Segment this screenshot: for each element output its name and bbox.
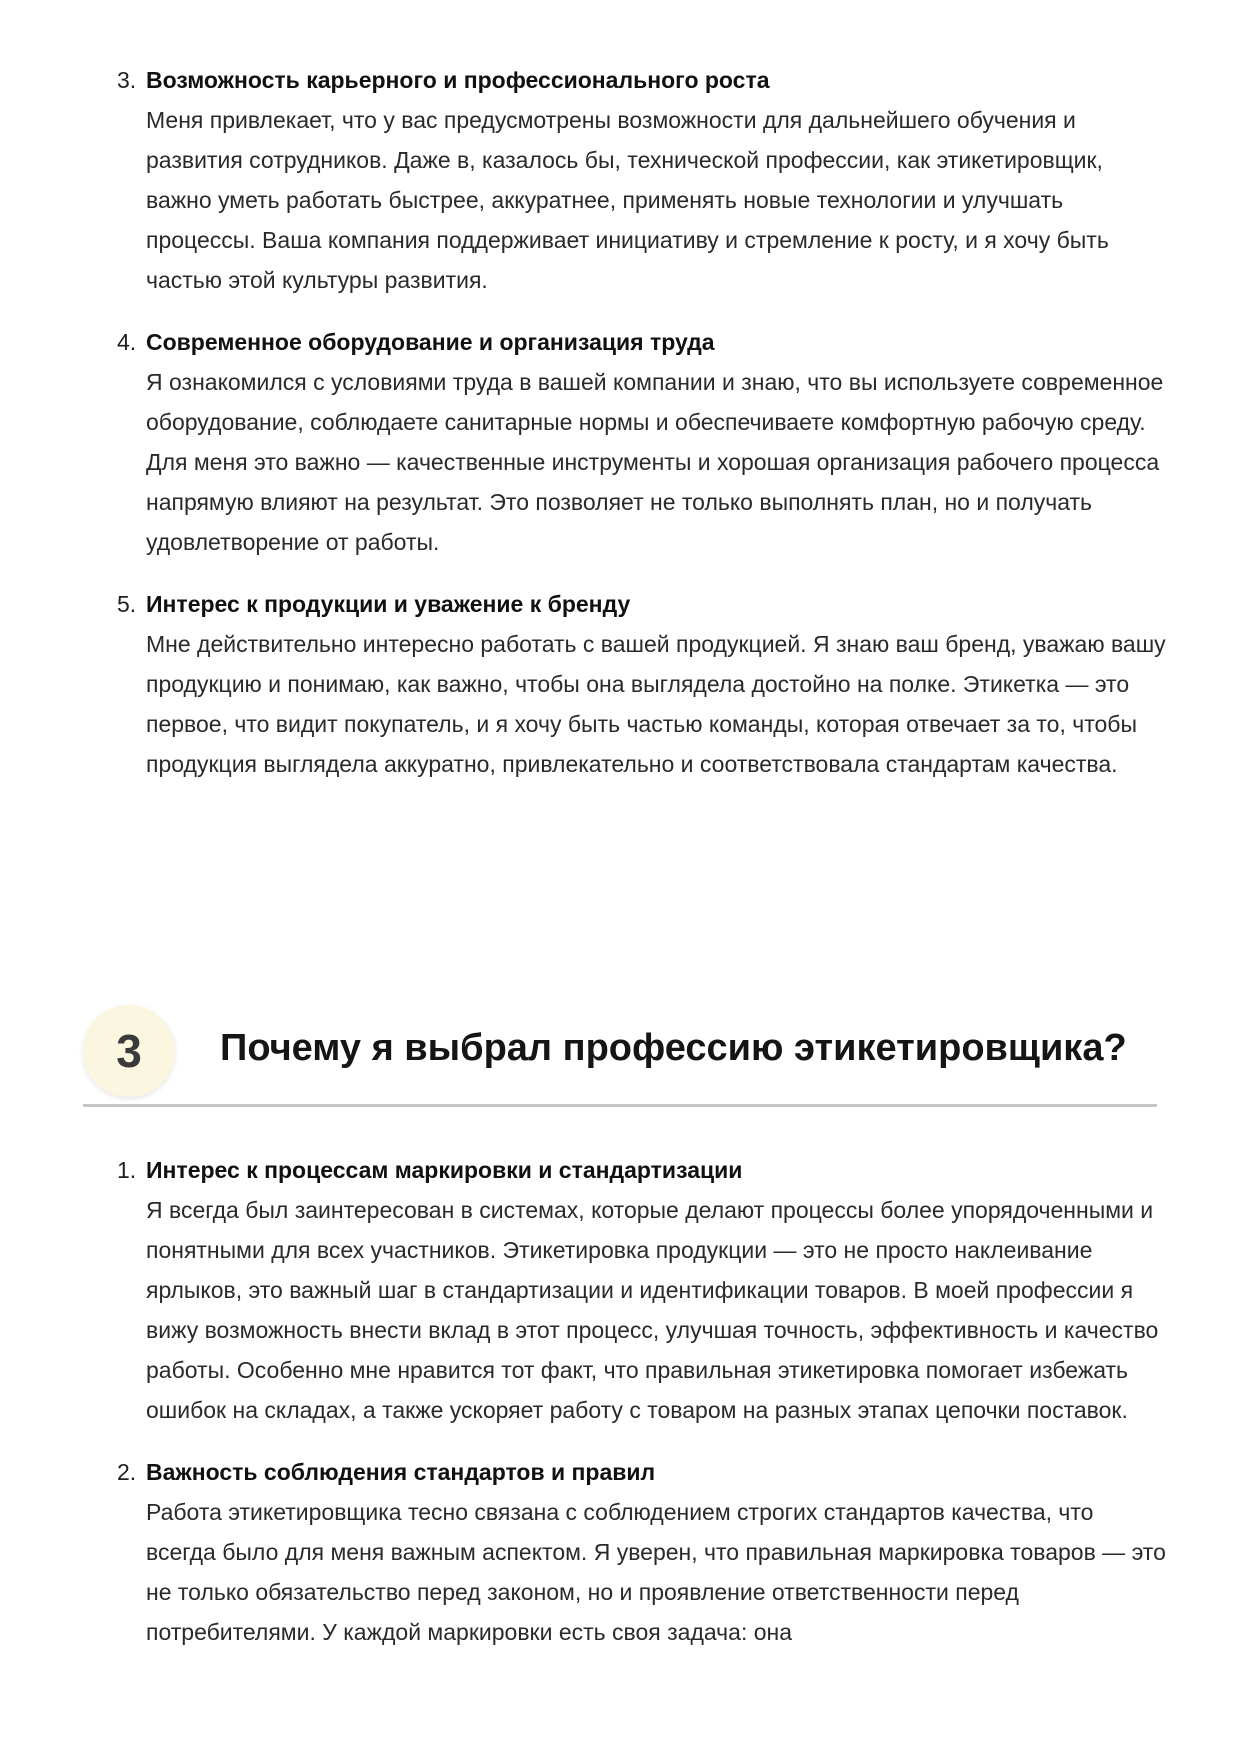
section-header (83, 1003, 1157, 1107)
list-item-title: Важность соблюдения стандартов и правил (146, 1459, 656, 1485)
list-item-body: Работа этикетировщика тесно связана с соблюдением строгих стандартов качества, что всегда было для меня важным аспектом. Я уверен, что правильная маркировка товаров — это не только обязательство перед законом, но и проявление ответственности перед потребителями. У каждой маркировки есть своя задача: она (146, 1499, 1166, 1645)
list-item-title: Современное оборудование и организация труда (146, 329, 715, 355)
list-item-title: Интерес к процессам маркировки и стандартизации (146, 1157, 743, 1183)
list-item-body: Меня привлекает, что у вас предусмотрены возможности для дальнейшего обучения и развития сотрудников. Даже в, казалось бы, технической профессии, как этикетировщик, важно уметь работать быстрее, аккуратнее, применять новые технологии и улучшать процессы. Ваша компания поддерживает инициативу и стремление к росту, и я хочу быть частью этой культуры развития. (146, 107, 1109, 293)
list-item-body: Мне действительно интересно работать с вашей продукцией. Я знаю ваш бренд, уважаю вашу продукцию и понимаю, как важно, чтобы она выглядела достойно на полке. Этикетка — это первое, что видит покупатель, и я хочу быть частью команды, которая отвечает за то, чтобы продукция выглядела аккуратно, привлекательно и соответствовала стандартам качества. (146, 631, 1166, 777)
list-item-title: Интерес к продукции и уважение к бренду (146, 591, 631, 617)
list-item-body: Я всегда был заинтересован в системах, которые делают процессы более упорядоченными и понятными для всех участников. Этикетировка продукции — это не просто наклеивание ярлыков, это важный шаг в стандартизации и идентификации товаров. В моей профессии я вижу возможность внести вклад в этот процесс, улучшая точность, эффективность и качество работы. Особенно мне нравится тот факт, что правильная этикетировка помогает избежать ошибок на складах, а также ускоряет работу с товаром на разных этапах цепочки поставок. (146, 1197, 1159, 1423)
list-item-number: 2. (117, 1459, 137, 1485)
list-item (0, 1452, 1239, 1652)
list-item-number: 3. (117, 67, 137, 93)
section-number-badge: 3 (83, 1005, 175, 1097)
reasons-list (0, 60, 1239, 806)
list-item-body: Я ознакомился с условиями труда в вашей компании и знаю, что вы используете современное оборудование, соблюдаете санитарные нормы и обеспечиваете комфортную рабочую среду. Для меня это важно — качественные инструменты и хорошая организация рабочего процесса напрямую влияют на результат. Это позволяет не только выполнять план, но и получать удовлетворение от работы. (146, 369, 1164, 555)
list-item (0, 1150, 1239, 1430)
list-item-number: 4. (117, 329, 137, 355)
section-title: Почему я выбрал профессию этикетировщика? (220, 1027, 1127, 1069)
list-item-number: 5. (117, 591, 137, 617)
section-divider (83, 1104, 1157, 1107)
list-item (0, 584, 1239, 784)
list-item (0, 60, 1239, 300)
list-item-number: 1. (117, 1157, 137, 1183)
list-item-title: Возможность карьерного и профессионального роста (146, 67, 770, 93)
profession-reasons-list (0, 1150, 1239, 1674)
list-item (0, 322, 1239, 562)
